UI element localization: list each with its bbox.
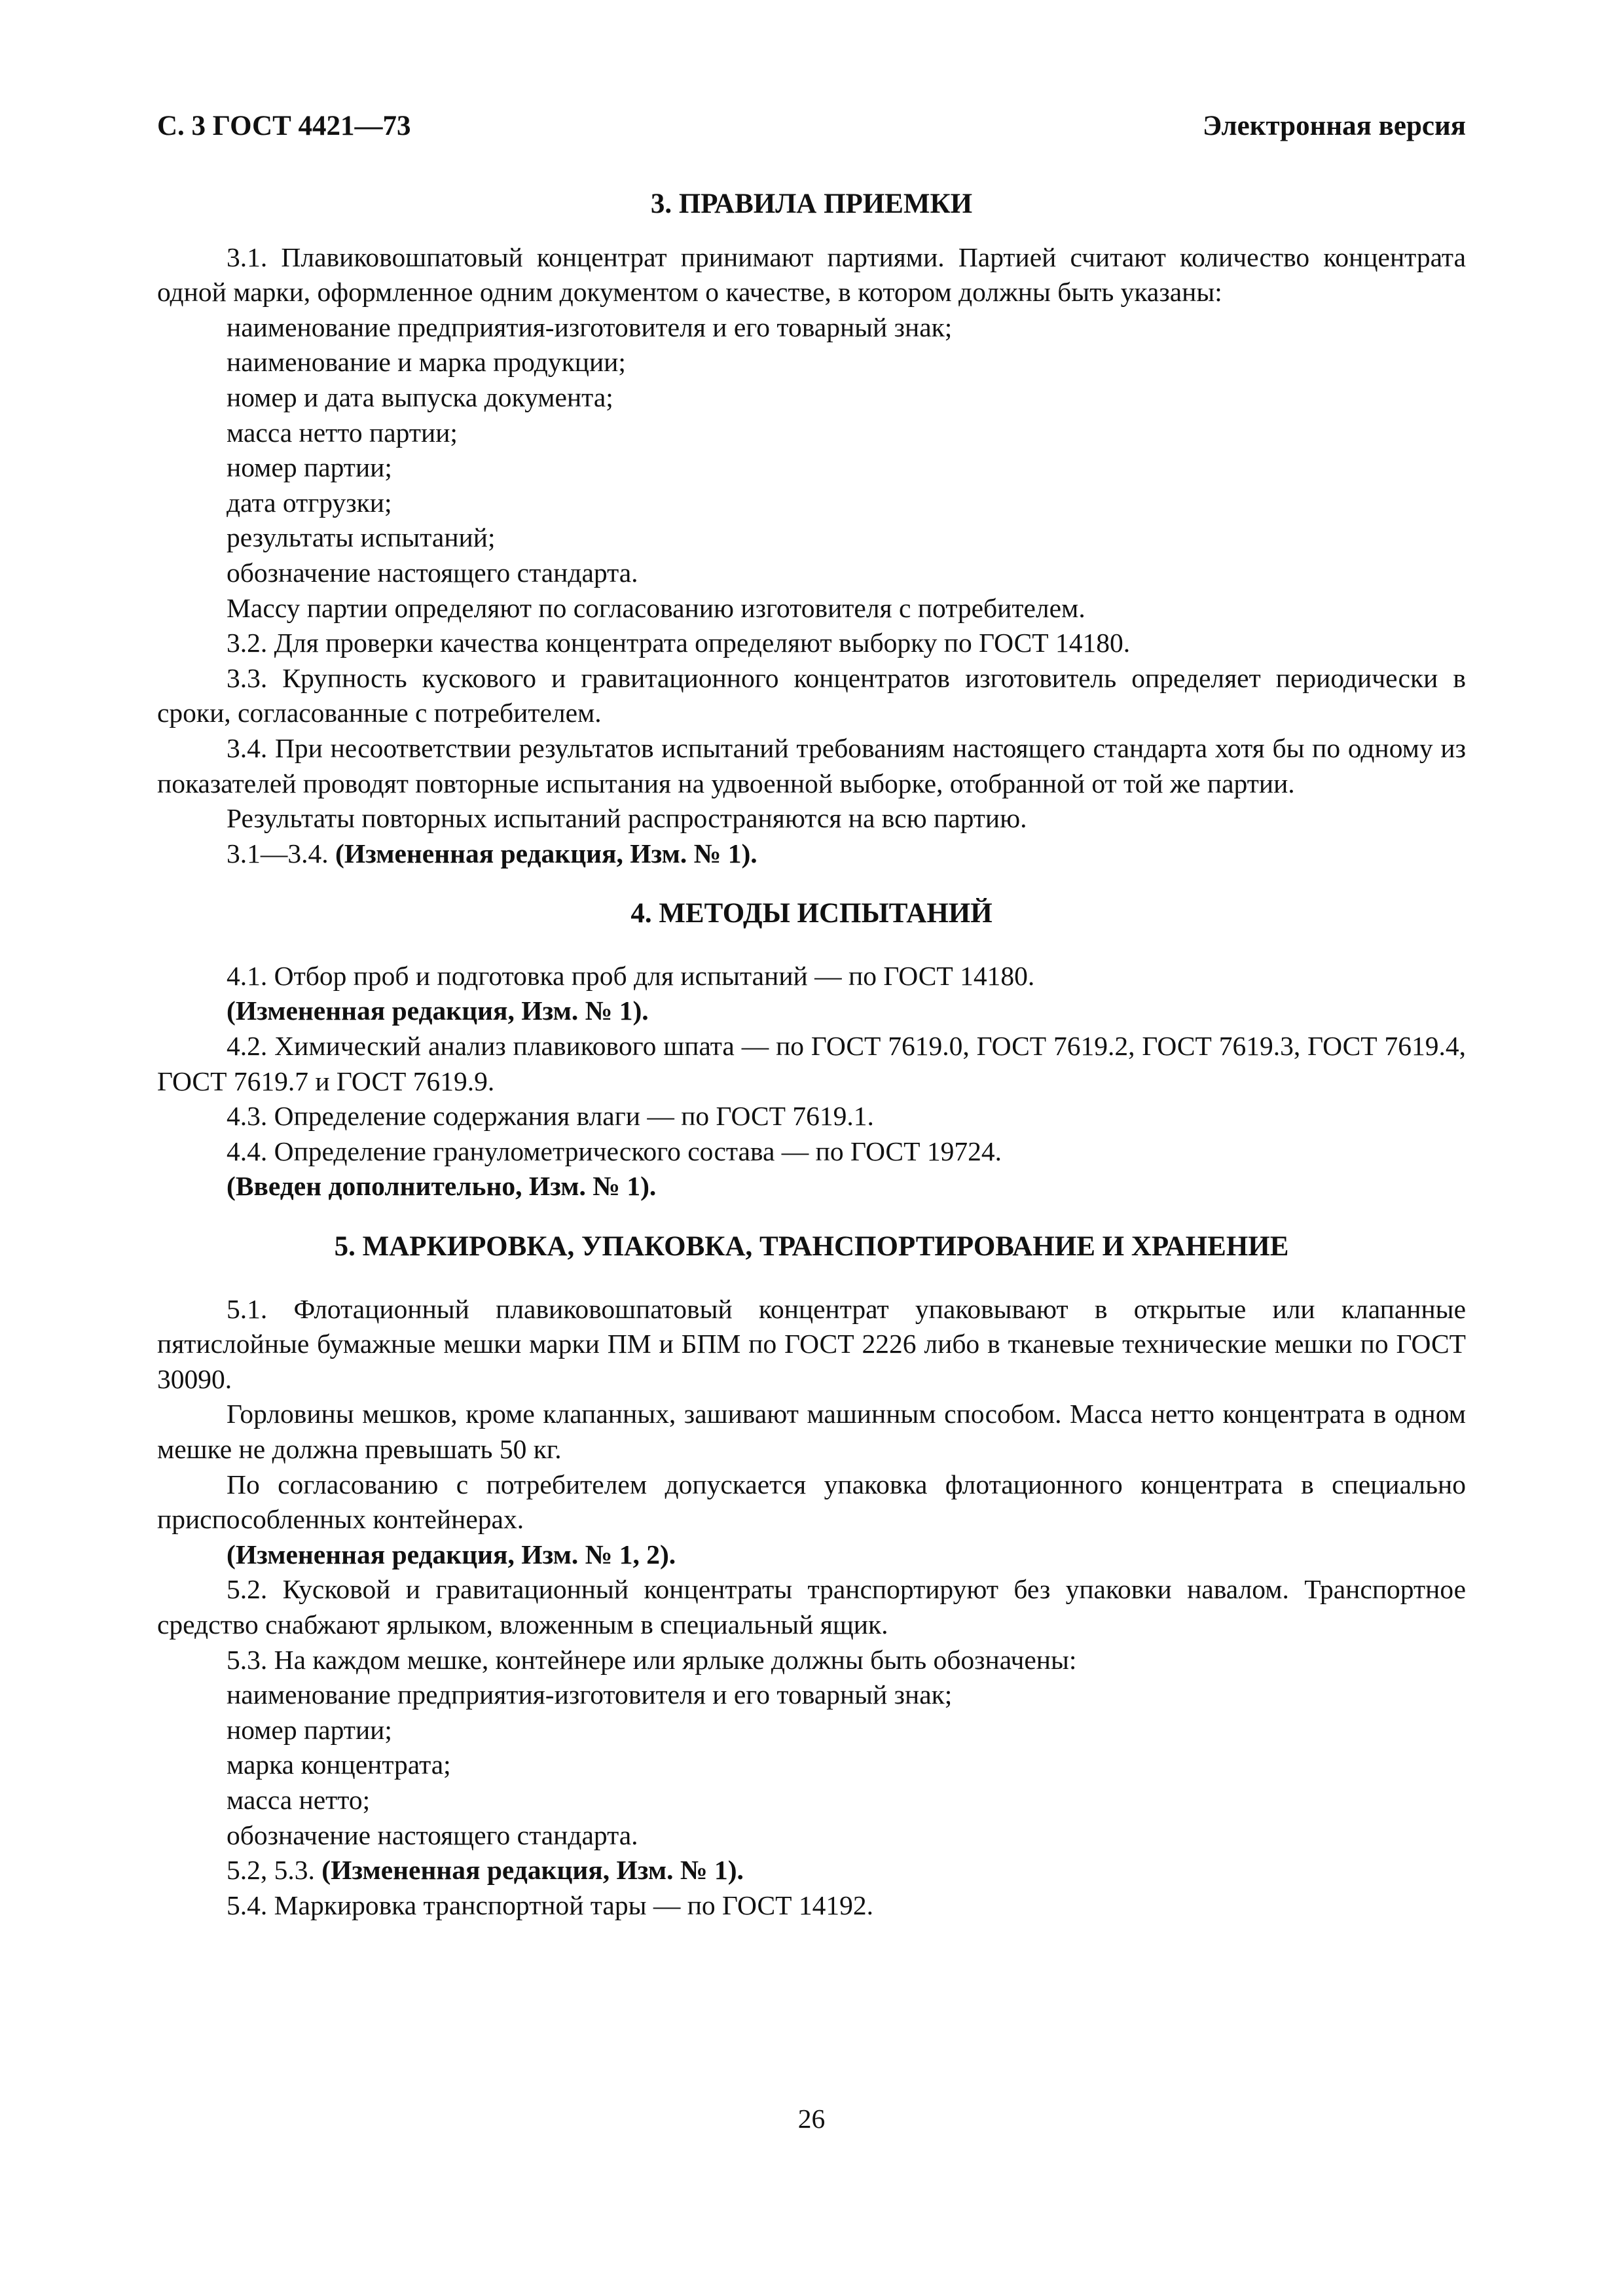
paragraph-5-1-containers: По согласованию с потребителем допускается упаковка флотационного концентрата в специально приспособленных контейнерах. — [157, 1469, 1466, 1535]
header-version-label: Электронная версия — [1202, 111, 1466, 141]
paragraph-4-2: 4.2. Химический анализ плавикового шпата — по ГОСТ 7619.0, ГОСТ 7619.2, ГОСТ 7619.3, ГОСТ 7619.4, ГОСТ 7619.7 и ГОСТ 7619.9. — [157, 1031, 1466, 1096]
paragraph-3-1: 3.1. Плавиковошпатовый концентрат принимают партиями. Партией считают количество концентрата одной марки, оформленное одним документом о качестве, в котором должны быть указаны: — [157, 242, 1466, 308]
amendment-note — [157, 836, 1466, 872]
paragraph-3-3: 3.3. Крупность кускового и гравитационного концентратов изготовитель определяет периодически в сроки, согласованные с потребителем. — [157, 662, 1466, 728]
list-item: наименование и марка продукции; — [227, 347, 626, 378]
list-item: дата отгрузки; — [227, 487, 392, 518]
paragraph-4-1: 4.1. Отбор проб и подготовка проб для испытаний — по ГОСТ 14180. — [227, 960, 1035, 991]
paragraph-4-4: 4.4. Определение гранулометрического состава — по ГОСТ 19724. — [227, 1136, 1002, 1166]
amendment-note — [157, 1853, 1466, 1888]
amendment-ref: 3.1—3.4. — [227, 838, 329, 869]
list-item: обозначение настоящего стандарта. — [227, 1820, 638, 1850]
paragraph-5-2: 5.2. Кусковой и гравитационный концентраты транспортируют без упаковки навалом. Транспортное средство снабжают ярлыком, вложенным в специальный ящик. — [157, 1574, 1466, 1640]
list-item: марка концентрата; — [227, 1749, 451, 1780]
amendment-note: (Измененная редакция, Изм. № 1). — [227, 996, 649, 1026]
paragraph-5-1-necks: Горловины мешков, кроме клапанных, зашивают машинным способом. Масса нетто концентрата в одном мешке не должна превышать 50 кг. — [157, 1399, 1466, 1464]
amendment-text: (Измененная редакция, Изм. № 1). — [335, 838, 757, 869]
amendment-text: (Измененная редакция, Изм. № 1). — [321, 1855, 744, 1886]
section-3-title: 3. ПРАВИЛА ПРИЕМКИ — [650, 188, 973, 219]
list-item: обозначение настоящего стандарта. — [227, 557, 638, 588]
paragraph-4-3: 4.3. Определение содержания влаги — по ГОСТ 7619.1. — [227, 1101, 874, 1132]
list-item: результаты испытаний; — [227, 522, 496, 553]
amendment-note: (Введен дополнительно, Изм. № 1). — [227, 1171, 657, 1202]
paragraph-repeat-tests: Результаты повторных испытаний распространяются на всю партию. — [227, 803, 1027, 834]
paragraph-3-4: 3.4. При несоответствии результатов испытаний требованиям настоящего стандарта хотя бы по одному из показателей проводят повторные испытания на удвоенной выборке, отобранной от той же партии. — [157, 732, 1466, 798]
paragraph-mass: Массу партии определяют по согласованию изготовителя с потребителем. — [227, 592, 1085, 623]
paragraph-5-1: 5.1. Флотационный плавиковошпатовый концентрат упаковывают в открытые или клапанные пятислойные бумажные мешки марки ПМ и БПМ по ГОСТ 2226 либо в тканевые технические мешки по ГОСТ 30090. — [157, 1293, 1466, 1394]
paragraph-5-4: 5.4. Маркировка транспортной тары — по ГОСТ 14192. — [227, 1890, 874, 1920]
header-standard-ref: С. 3 ГОСТ 4421—73 — [157, 111, 411, 141]
section-4-title: 4. МЕТОДЫ ИСПЫТАНИЙ — [630, 898, 993, 929]
list-item: наименование предприятия-изготовителя и его товарный знак; — [227, 312, 953, 342]
list-item: номер партии; — [227, 1714, 392, 1745]
amendment-note: (Измененная редакция, Изм. № 1, 2). — [227, 1539, 676, 1570]
amendment-ref: 5.2, 5.3. — [227, 1855, 315, 1886]
list-item: номер и дата выпуска документа; — [227, 382, 613, 412]
list-item: масса нетто; — [227, 1784, 371, 1815]
page-content — [157, 187, 1466, 1923]
section-5-title: 5. МАРКИРОВКА, УПАКОВКА, ТРАНСПОРТИРОВАНИЕ И ХРАНЕНИЕ — [334, 1231, 1289, 1263]
list-item: номер партии; — [227, 452, 392, 483]
paragraph-3-2: 3.2. Для проверки качества концентрата определяют выборку по ГОСТ 14180. — [227, 628, 1131, 658]
paragraph-5-3: 5.3. На каждом мешке, контейнере или ярлыке должны быть обозначены: — [227, 1644, 1077, 1675]
list-item: масса нетто партии; — [227, 417, 458, 448]
page-number: 26 — [797, 2104, 826, 2134]
list-item: наименование предприятия-изготовителя и его товарный знак; — [227, 1679, 953, 1710]
